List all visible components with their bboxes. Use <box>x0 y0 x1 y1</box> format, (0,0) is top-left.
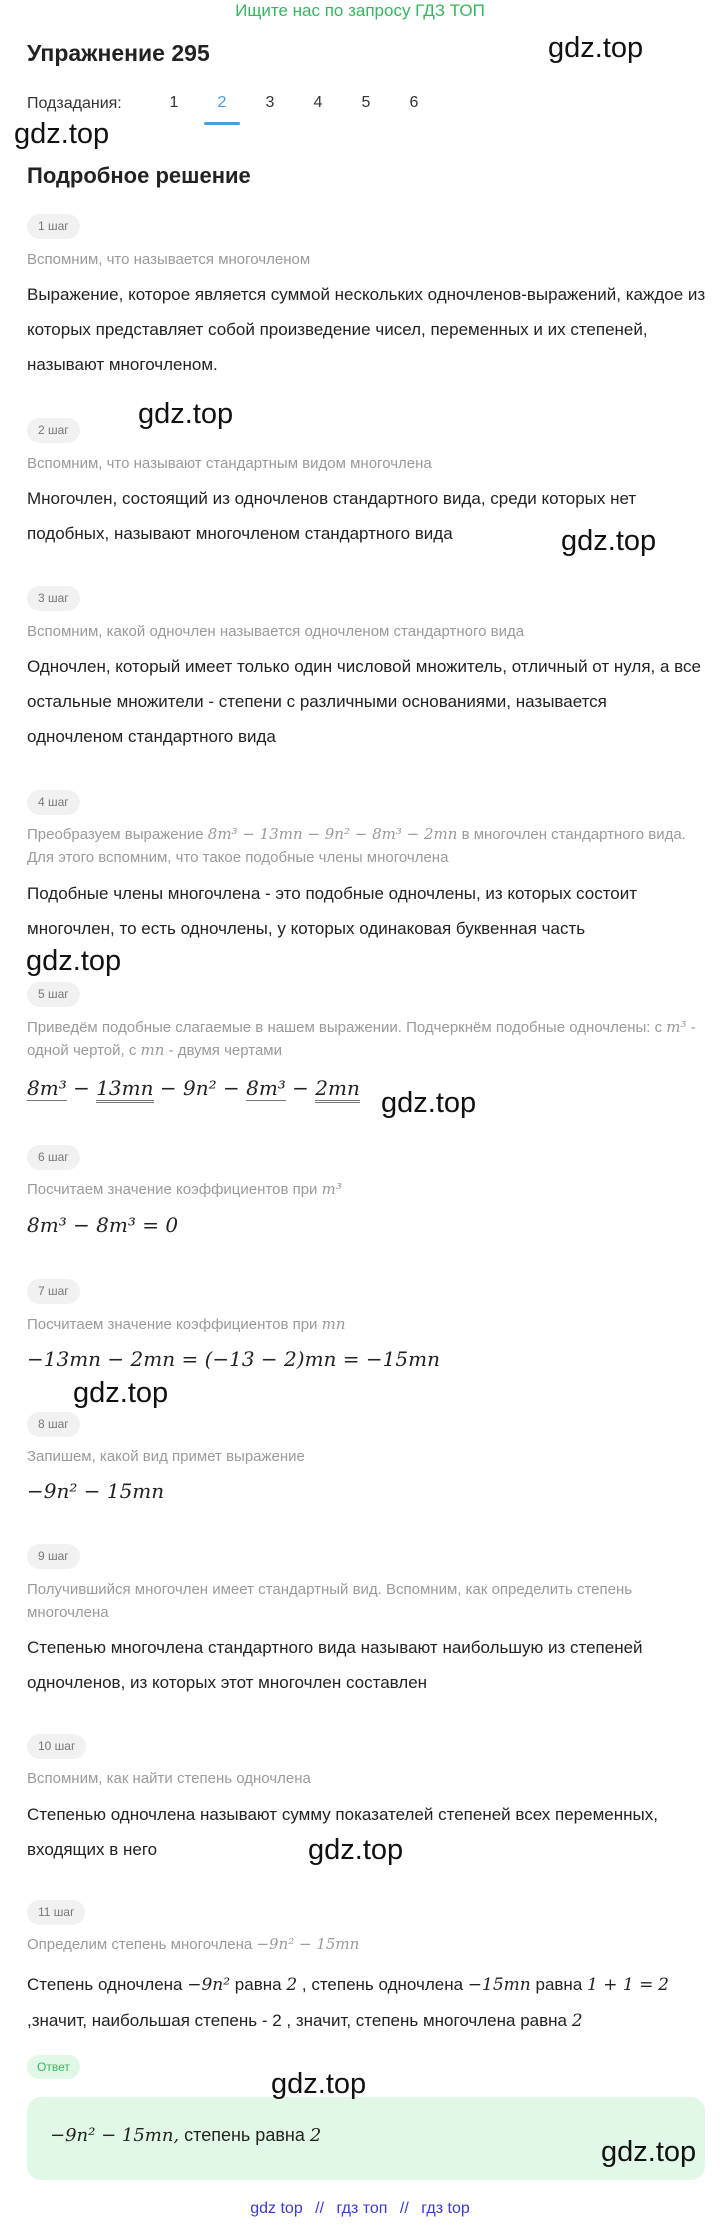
step-badge: 11 шаг <box>27 1900 85 1925</box>
subtasks-label: Подзадания: <box>27 95 122 112</box>
answer-text <box>50 2125 321 2146</box>
step-hint: Вспомним, как найти степень одночлена <box>27 1770 311 1787</box>
hint-math: 8m³ − 13mn − 9n² − 8m³ − 2mn <box>207 825 458 843</box>
subtask-tabs <box>150 92 438 126</box>
body-math: 2 <box>286 1975 298 1995</box>
watermark: gdz.top <box>271 2068 367 2100</box>
footer-links <box>0 2200 720 2218</box>
step-hint: Запишем, какой вид примет выражение <box>27 1448 305 1465</box>
step-hint <box>27 1016 697 1062</box>
step-hint <box>27 1178 697 1201</box>
tab-3[interactable]: 3 <box>265 94 275 111</box>
footer-link[interactable]: гдз top <box>421 2200 470 2217</box>
body-math: −15mn <box>467 1975 531 1995</box>
operator: − <box>292 1076 309 1100</box>
step-body: Степенью одночлена называют сумму показателей степеней всех переменных, входящих в него <box>27 1805 658 1859</box>
hint-math: −9n² − 15mn <box>256 1935 360 1953</box>
step-badge: 6 шаг <box>27 1145 80 1170</box>
section-title: Подробное решение <box>27 163 251 188</box>
term-mn: 2mn <box>315 1076 360 1103</box>
step-body <box>27 1967 707 2039</box>
footer-link[interactable]: gdz top <box>250 2200 303 2217</box>
step-body: Выражение, которое является суммой нескольких одночленов-выражений, каждое из которых представляет собой произведение чисел, переменных и их степеней, называют многочленом. <box>27 285 706 374</box>
step-math: −13mn − 2mn = (−13 − 2)mn = −15mn <box>27 1347 440 1371</box>
tab-6[interactable]: 6 <box>409 94 419 111</box>
answer-label-text: степень равна <box>184 2125 305 2145</box>
step-body: Многочлен, состоящий из одночленов стандартного вида, среди которых нет подобных, называют многочленом стандартного вида <box>27 489 637 543</box>
hint-text: Определим степень многочлена <box>27 1936 253 1953</box>
watermark: gdz.top <box>561 525 657 557</box>
step-badge: 7 шаг <box>27 1279 80 1304</box>
operator: − <box>222 1076 240 1100</box>
body-math: 2 <box>658 1975 669 1995</box>
hint-text: - одной чертой, с <box>27 1019 696 1059</box>
page-title: Упражнение 295 <box>27 40 210 66</box>
tab-4[interactable]: 4 <box>313 94 323 111</box>
hint-text: - двумя чертами <box>168 1042 283 1059</box>
body-math: 1 + 1 = <box>587 1975 654 1995</box>
step-hint <box>27 823 697 869</box>
top-banner[interactable]: Ищите нас по запросу ГДЗ ТОП <box>235 1 485 20</box>
answer-math: −9n² − 15mn, <box>50 2125 180 2146</box>
step-math: −9n² − 15mn <box>27 1479 165 1503</box>
answer-badge: Ответ <box>27 2055 80 2079</box>
hint-math: m³ <box>321 1180 342 1198</box>
step-badge: 4 шаг <box>27 790 80 815</box>
tab-1[interactable]: 1 <box>169 94 179 111</box>
step-hint <box>27 1313 697 1336</box>
hint-math: mn <box>321 1315 346 1333</box>
body-text: ,значит, наибольшая степень - 2 , значит, степень многочлена равна <box>27 2011 567 2030</box>
step-hint: Вспомним, какой одночлен называется одночленом стандартного вида <box>27 623 525 640</box>
step-body: Подобные члены многочлена - это подобные одночлены, из которых состоит многочлен, то есть одночлены, у которых одинаковая буквенная часть <box>27 884 638 938</box>
step-badge: 9 шаг <box>27 1544 80 1569</box>
body-text: равна <box>535 1975 583 1994</box>
step-badge: 10 шаг <box>27 1734 86 1759</box>
hint-text: Посчитаем значение коэффициентов при <box>27 1316 318 1333</box>
step-badge: 8 шаг <box>27 1412 80 1437</box>
hint-text: Преобразуем выражение <box>27 826 204 843</box>
hint-text: в многочлен стандартного вида. Для этого вспомним, что такое подобные члены многочлена <box>27 826 686 866</box>
operator: − <box>73 1076 90 1100</box>
step-body: Одночлен, который имеет только один числовой множитель, отличный от нуля, а все остальные множители - степени с различными основаниями, называется одночленом стандартного вида <box>27 657 701 746</box>
hint-text: Приведём подобные слагаемые в нашем выражении. Подчеркнём подобные одночлены: с <box>27 1019 663 1036</box>
step-hint: Получившийся многочлен имеет стандартный вид. Вспомним, как определить степень многочлена <box>27 1581 633 1621</box>
watermark: gdz.top <box>14 118 110 150</box>
tab-2[interactable]: 2 <box>198 92 246 126</box>
operator: − <box>159 1076 177 1100</box>
step-body: Степенью многочлена стандартного вида называют наибольшую из степеней одночленов, из которых этот многочлен составлен <box>27 1638 643 1692</box>
watermark: gdz.top <box>308 1834 404 1866</box>
watermark: gdz.top <box>73 1377 169 1409</box>
hint-math: m³ <box>666 1018 687 1036</box>
body-text: Степень одночлена <box>27 1975 183 1994</box>
answer-number: 2 <box>309 2125 322 2146</box>
body-text: равна <box>234 1975 282 1994</box>
footer-separator: // <box>315 2200 325 2217</box>
footer-separator: // <box>399 2200 409 2217</box>
body-text: , степень одночлена <box>301 1975 464 1994</box>
step-math: 8m³ − 8m³ = 0 <box>27 1213 179 1237</box>
watermark: gdz.top <box>601 2136 697 2168</box>
step-badge: 2 шаг <box>27 418 80 443</box>
body-math: 2 <box>571 2011 583 2031</box>
watermark: gdz.top <box>138 398 234 430</box>
hint-math: mn <box>140 1041 165 1059</box>
step-badge: 1 шаг <box>27 214 80 239</box>
body-math: −9n² <box>187 1975 231 1995</box>
step-badge: 5 шаг <box>27 982 80 1007</box>
term-m3: 8m³ <box>246 1076 286 1100</box>
step-hint: Вспомним, что называют стандартным видом многочлена <box>27 455 432 472</box>
step-hint: Вспомним, что называется многочленом <box>27 251 311 268</box>
term-m3: 8m³ <box>27 1076 67 1100</box>
underlined-expression <box>27 1076 360 1100</box>
step-badge: 3 шаг <box>27 586 80 611</box>
watermark: gdz.top <box>26 945 122 977</box>
hint-text: Посчитаем значение коэффициентов при <box>27 1181 318 1198</box>
watermark: gdz.top <box>381 1087 477 1119</box>
tab-5[interactable]: 5 <box>361 94 371 111</box>
step-hint <box>27 1933 697 1956</box>
term-mn: 13mn <box>96 1076 153 1103</box>
term-n2: 9n² <box>182 1076 217 1100</box>
watermark: gdz.top <box>548 32 644 64</box>
footer-link[interactable]: гдз топ <box>336 2200 388 2217</box>
